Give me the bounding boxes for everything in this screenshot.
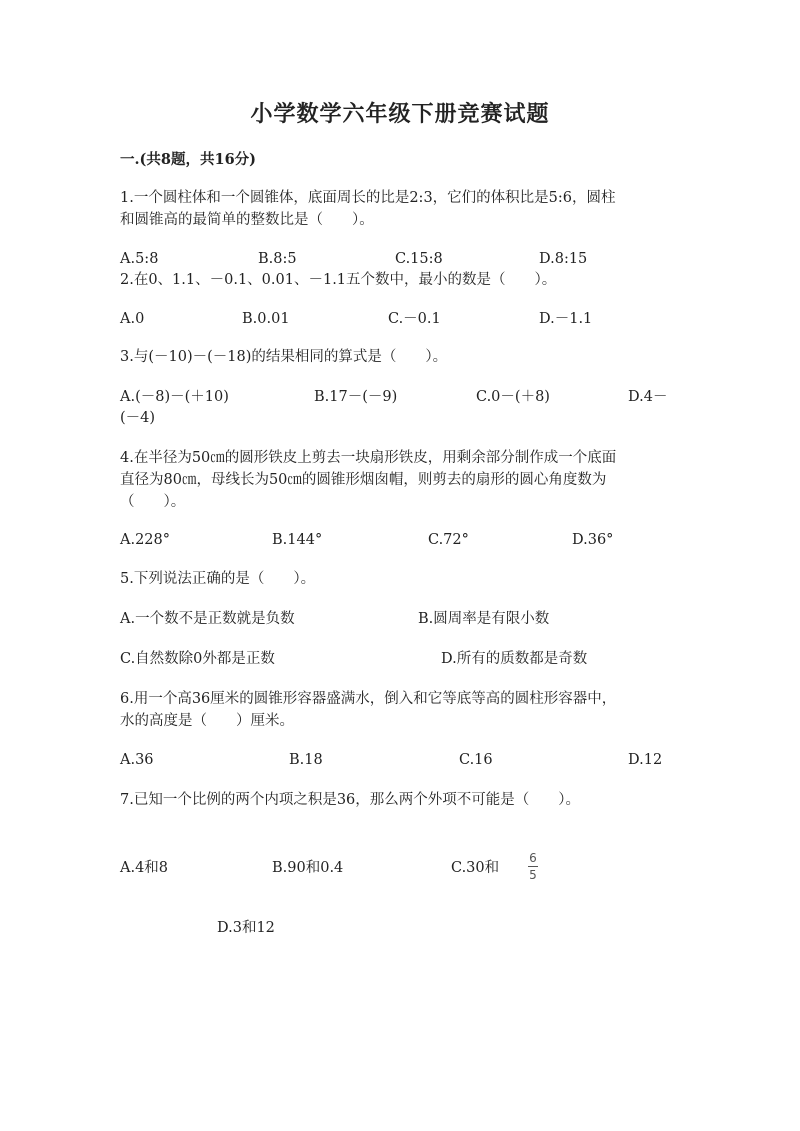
fraction-numerator: 6 bbox=[529, 851, 537, 865]
fraction bbox=[528, 852, 538, 881]
question-5-line-1: 5.下列说法正确的是（ ）。 bbox=[120, 571, 316, 587]
question-4-line-3: （ ）。 bbox=[120, 494, 186, 510]
question-5-option-b: B.圆周率是有限小数 bbox=[418, 611, 550, 627]
question-1-option-b: B.8:5 bbox=[258, 251, 297, 267]
question-7-option-a: A.4和8 bbox=[120, 860, 169, 876]
question-1-line-1: 1.一个圆柱体和一个圆锥体，底面周长的比是2:3，它们的体积比是5:6，圆柱 bbox=[120, 190, 616, 206]
question-1-line-2: 和圆锥高的最简单的整数比是（ ）。 bbox=[120, 212, 374, 228]
question-1-option-a: A.5:8 bbox=[120, 251, 159, 267]
question-5-option-a: A.一个数不是正数就是负数 bbox=[120, 611, 295, 627]
question-6-option-d: D.12 bbox=[628, 752, 663, 768]
question-4-line-2: 直径为80㎝，母线长为50㎝的圆锥形烟囱帽，则剪去的扇形的圆心角度数为 bbox=[120, 472, 607, 488]
question-3-line-1: 3.与(－10)－(－18)的结果相同的算式是（ ）。 bbox=[120, 349, 448, 365]
question-4-option-d: D.36° bbox=[572, 532, 614, 548]
question-2-line-1: 2.在0、1.1、－0.1、0.01、－1.1五个数中，最小的数是（ ）。 bbox=[120, 272, 557, 288]
question-7-option-d: D.3和12 bbox=[217, 920, 275, 936]
question-5-option-c: C.自然数除0外都是正数 bbox=[120, 651, 275, 667]
fraction-denominator: 5 bbox=[529, 868, 537, 882]
question-6-option-b: B.18 bbox=[289, 752, 323, 768]
question-2-option-a: A.0 bbox=[120, 311, 145, 327]
question-5-option-d: D.所有的质数都是奇数 bbox=[441, 651, 588, 667]
question-6-option-a: A.36 bbox=[120, 752, 154, 768]
question-7-line-1: 7.已知一个比例的两个内项之积是36，那么两个外项不可能是（ ）。 bbox=[120, 792, 581, 808]
question-7-option-b: B.90和0.4 bbox=[272, 860, 344, 876]
question-3-option-d: D.4－ bbox=[628, 389, 668, 405]
question-3-option-b: B.17－(－9) bbox=[314, 389, 398, 405]
question-2-option-d: D.－1.1 bbox=[539, 311, 593, 327]
question-3-option-d-continued: (－4) bbox=[120, 410, 156, 426]
question-4-option-b: B.144° bbox=[272, 532, 323, 548]
question-6-line-1: 6.用一个高36厘米的圆锥形容器盛满水，倒入和它等底等高的圆柱形容器中， bbox=[120, 691, 617, 707]
question-7-option-c: C.30和 bbox=[451, 860, 500, 876]
question-4-option-c: C.72° bbox=[428, 532, 469, 548]
question-4-option-a: A.228° bbox=[120, 532, 171, 548]
question-4-line-1: 4.在半径为50㎝的圆形铁皮上剪去一块扇形铁皮，用剩余部分制作成一个底面 bbox=[120, 450, 617, 466]
question-1-option-c: C.15:8 bbox=[395, 251, 443, 267]
page-title: 小学数学六年级下册竞赛试题 bbox=[250, 101, 550, 127]
question-3-option-c: C.0－(＋8) bbox=[476, 389, 550, 405]
question-1-option-d: D.8:15 bbox=[539, 251, 588, 267]
question-2-option-c: C.－0.1 bbox=[388, 311, 441, 327]
question-2-option-b: B.0.01 bbox=[242, 311, 290, 327]
section-heading: 一.(共8题，共16分) bbox=[120, 151, 257, 168]
fraction-bar bbox=[528, 866, 538, 867]
question-3-option-a: A.(－8)－(＋10) bbox=[120, 389, 229, 405]
question-6-option-c: C.16 bbox=[459, 752, 493, 768]
question-6-line-2: 水的高度是（ ）厘米。 bbox=[120, 713, 294, 729]
